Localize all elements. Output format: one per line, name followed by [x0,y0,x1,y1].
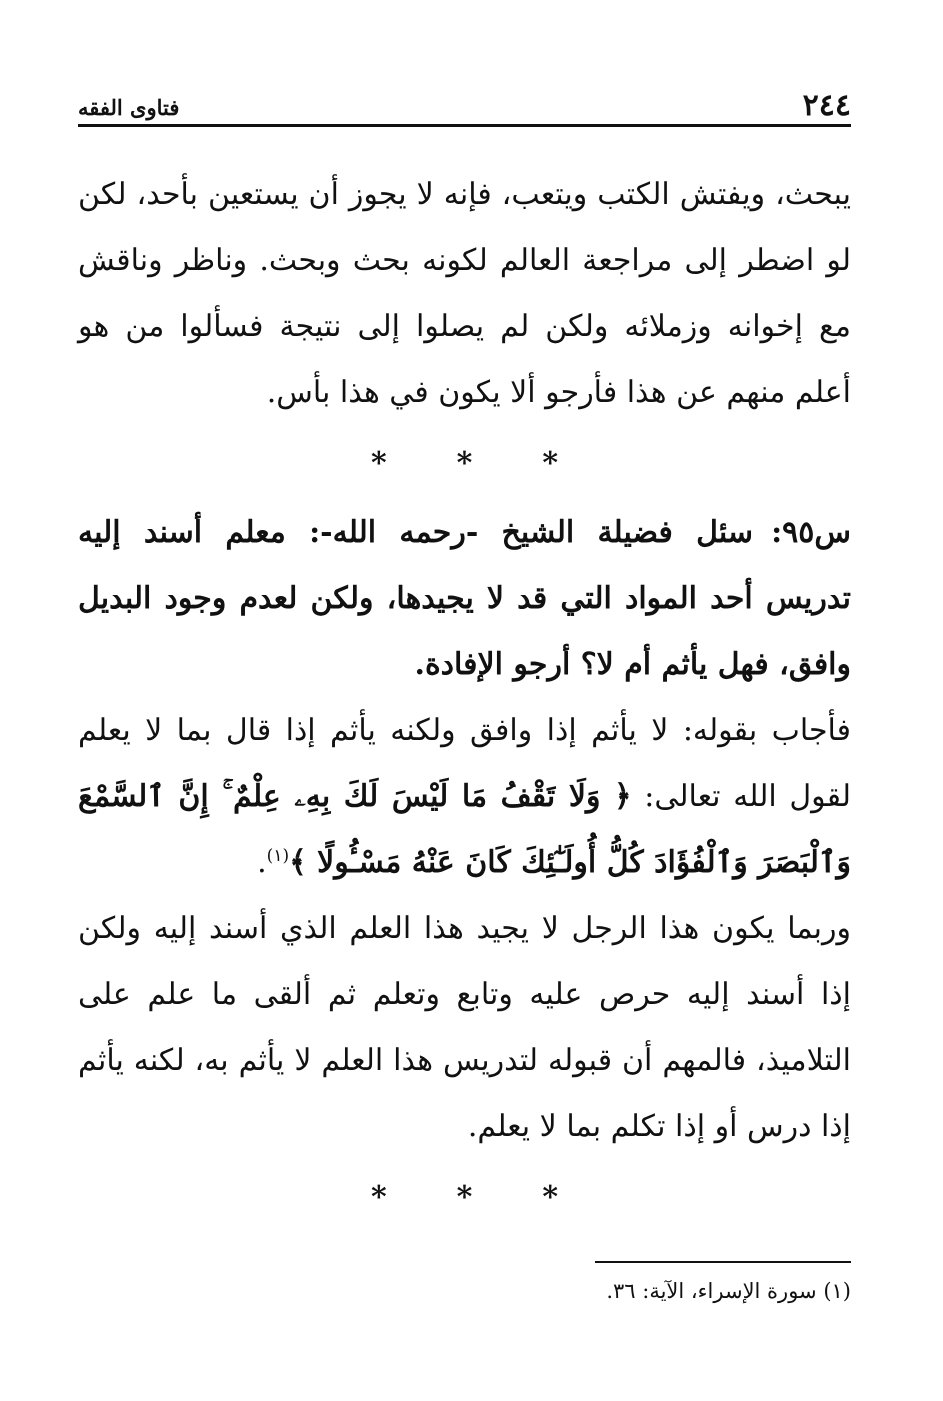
page-body [78,162,851,1234]
quran-verse: ﴿ وَلَا تَقْفُ مَا لَيْسَ لَكَ بِهِۦ عِلْمٌ ۚ إِنَّ ٱلسَّمْعَ وَٱلْبَصَرَ وَٱلْفُؤَادَ كُلُّ أُولَـٰٓئِكَ كَانَ عَنْهُ مَسْـُٔولًا ﴾ [78,779,851,880]
separator-star: * [370,445,387,481]
footnote-reference: (١) [266,846,290,866]
separator-star: * [542,1179,559,1215]
answer-intro: فأجاب بقوله: لا يأثم إذا وافق ولكنه يأثم إذا قال بما لا يعلم لقول الله تعالى: [78,713,851,814]
answer-paragraph [78,698,851,896]
question-paragraph [78,500,851,698]
answer-paragraph-2: وربما يكون هذا الرجل لا يجيد هذا العلم الذي أسند إليه ولكن إذا أسند إليه حرص عليه وتابع وتعلم ثم ألقى ما علم على التلاميذ، فالمهم أن قبوله لتدريس هذا العلم لا يأثم به، لكنه يأثم إذا درس أو إذا تكلم بما لا يعلم. [78,911,851,1144]
question-text: سئل فضيلة الشيخ -رحمه الله-: معلم أسند إليه تدريس أحد المواد التي قد لا يجيدها، ولكن لعدم وجود البديل وافق، فهل يأثم أم لا؟ أرجو الإفادة. [78,515,851,682]
previous-answer-paragraph: يبحث، ويفتش الكتب ويتعب، فإنه لا يجوز أن يستعين بأحد، لكن لو اضطر إلى مراجعة العالم لكونه بحث وبحث. وناظر وناقش مع إخوانه وزملائه ولكن لم يصلوا إلى نتيجة فسألوا من هو أعلم منهم عن هذا فأرجو ألا يكون في هذا بأس. [78,177,851,410]
separator-star: * [542,445,559,481]
footnote-divider [595,1261,851,1263]
footnote: (١) سورة الإسراء، الآية: ٣٦. [606,1279,851,1303]
answer-end: . [257,845,267,880]
section-separator [78,1160,851,1234]
running-title: فتاوى الفقه [78,95,180,120]
page-number: ٢٤٤ [802,88,851,123]
separator-star: * [456,445,473,481]
page-header [78,86,851,127]
separator-star: * [370,1179,387,1215]
separator-star: * [456,1179,473,1215]
section-separator [78,426,851,500]
question-label: س٩٥: [771,515,851,550]
